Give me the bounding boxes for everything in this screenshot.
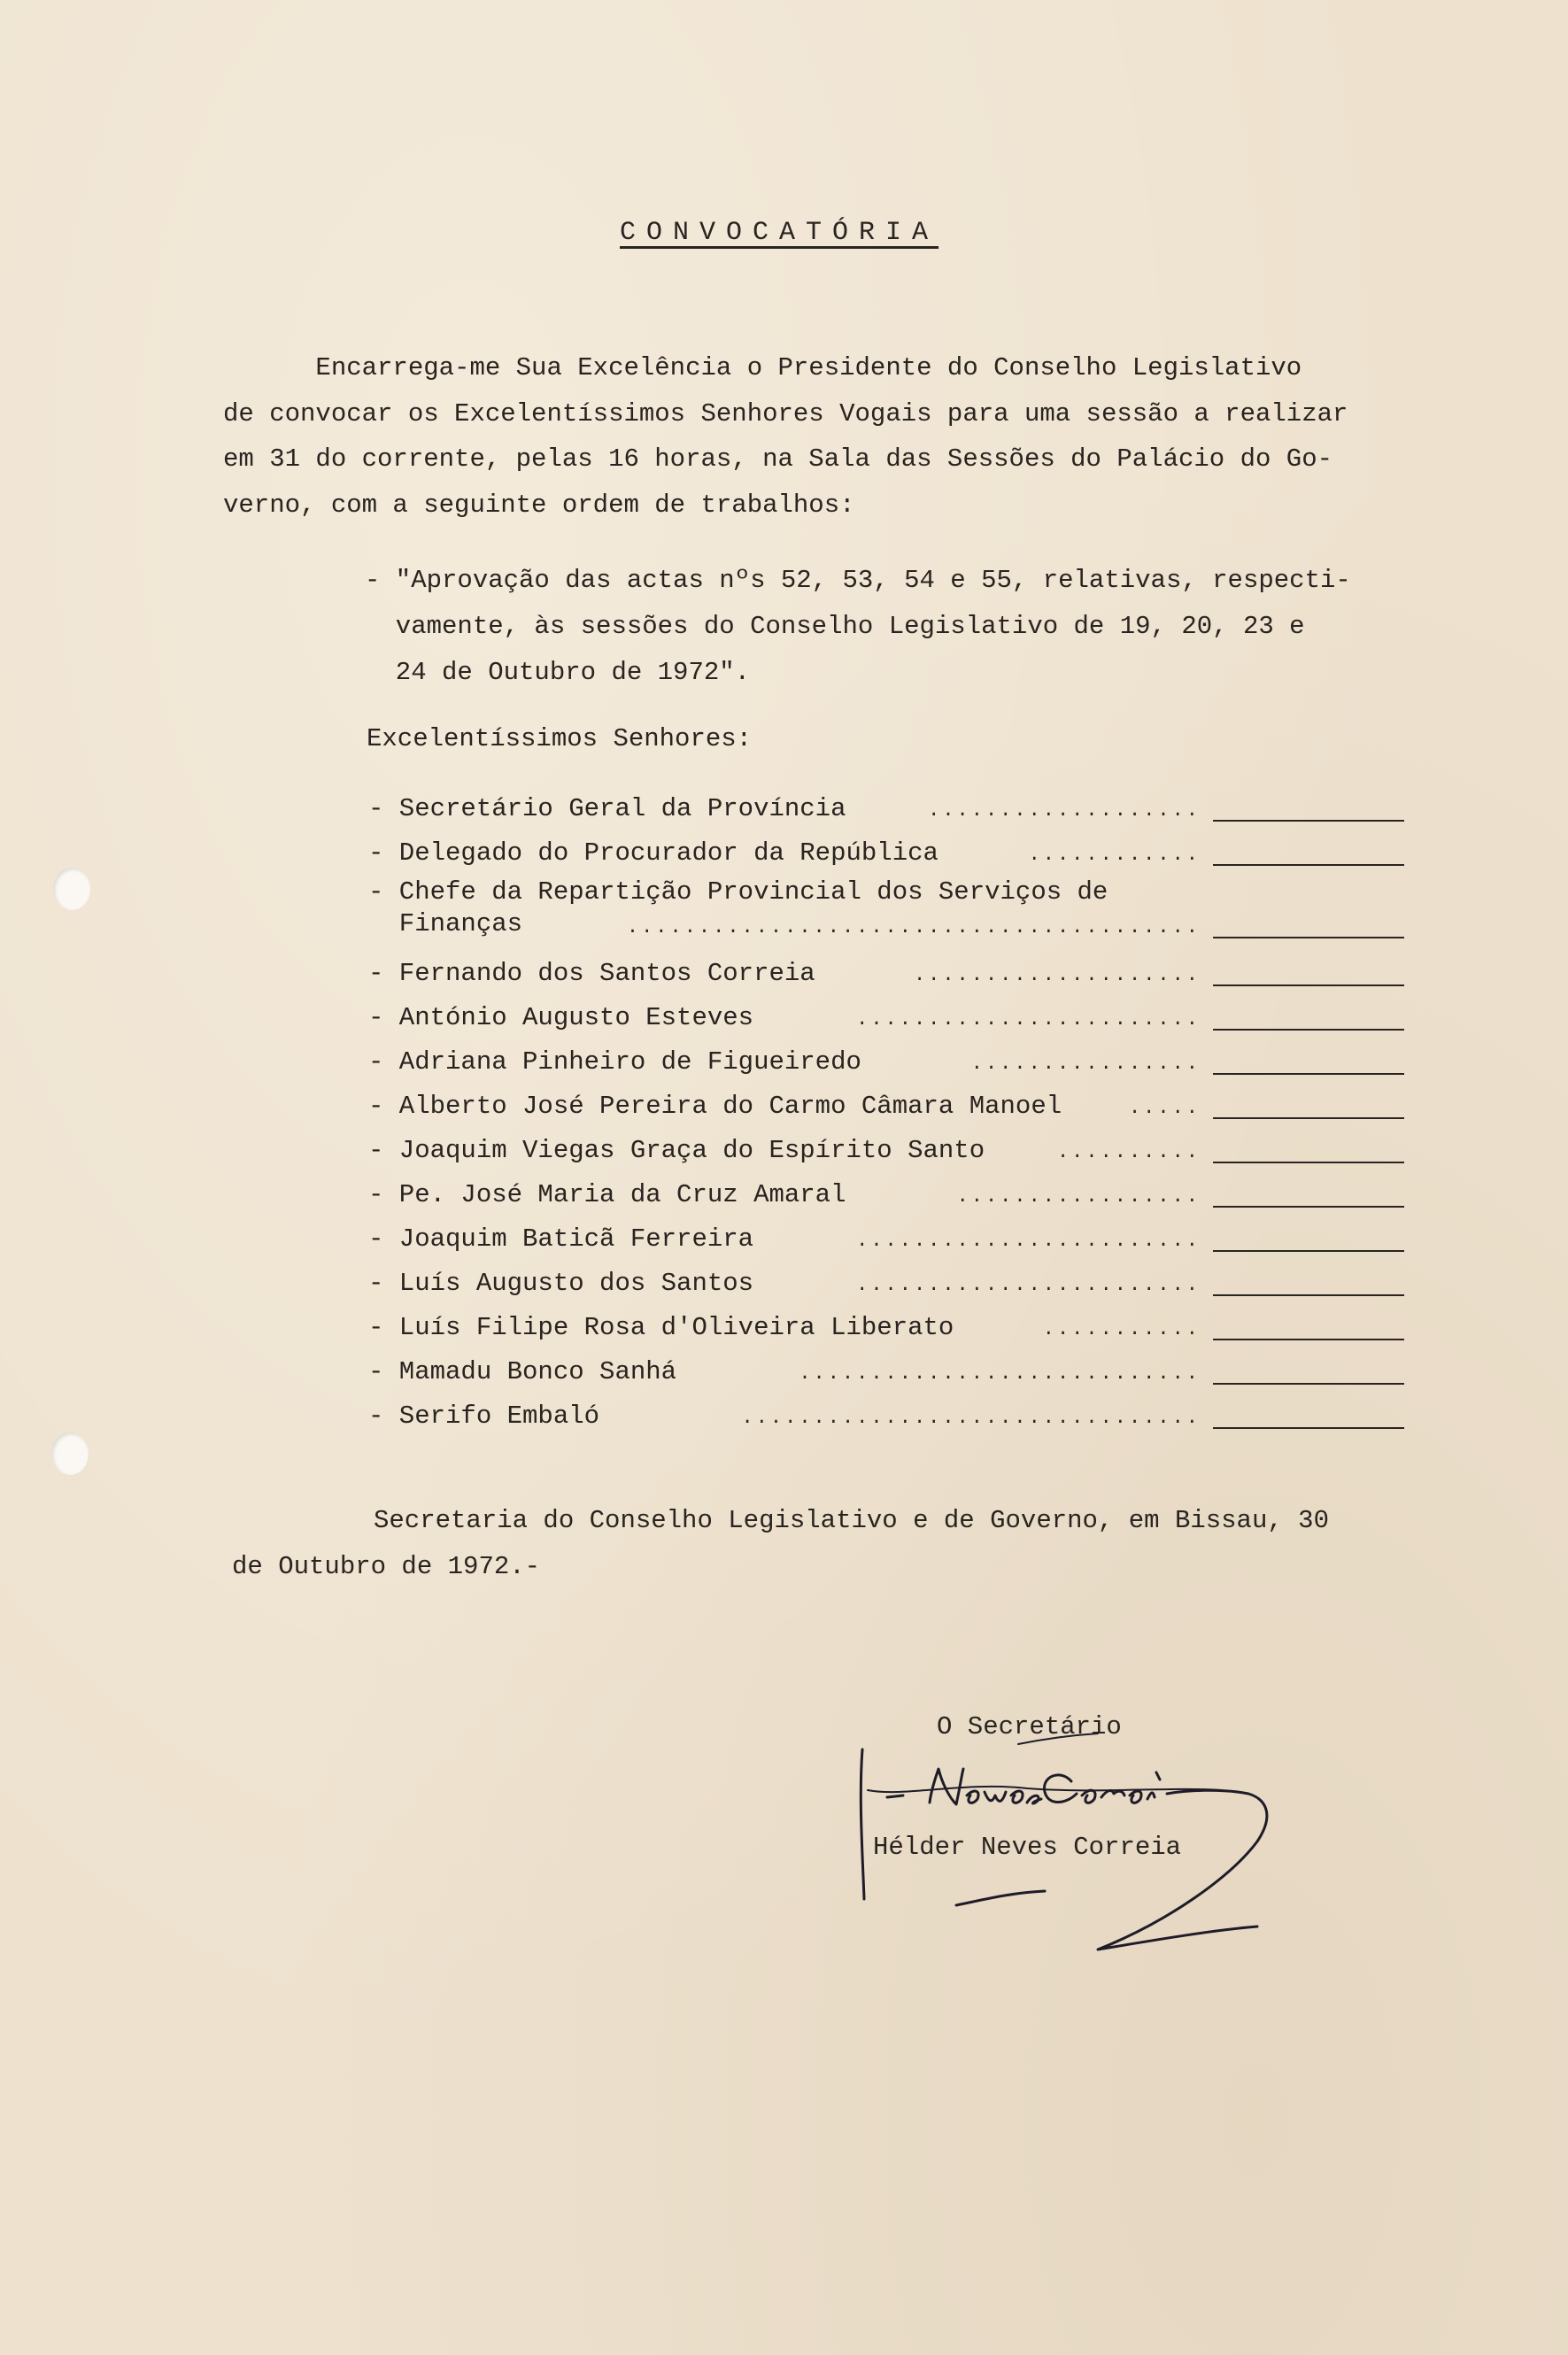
closing-paragraph xyxy=(232,1498,1329,1590)
signature-line xyxy=(1213,864,1404,866)
attendee-row xyxy=(368,1036,1404,1080)
attendee-row xyxy=(368,1301,1404,1346)
attendee-name: - Secretário Geral da Província xyxy=(368,794,846,823)
leader-dots: .................... xyxy=(913,964,1201,986)
document-title: CONVOCATÓRIA xyxy=(620,218,939,248)
intro-line: de convocar os Excelentíssimos Senhores Vogais para uma sessão a realizar xyxy=(223,398,1348,429)
agenda-line: vamente, às sessões do Conselho Legislativo de 19, 20, 23 e xyxy=(365,612,1305,641)
attendee-row xyxy=(368,1390,1404,1434)
attendee-name: - Joaquim Viegas Graça do Espírito Santo xyxy=(368,1136,985,1165)
attendee-name: - Luís Augusto dos Santos xyxy=(368,1269,754,1298)
signature-line xyxy=(1213,1162,1404,1163)
attendee-row xyxy=(368,1169,1404,1213)
leader-dots: ............ xyxy=(1028,844,1201,866)
signature-line xyxy=(1213,1206,1404,1208)
attendee-row xyxy=(368,1257,1404,1301)
attendee-name: - Chefe da Repartição Provincial dos Serviços de Finanças xyxy=(368,877,1108,938)
attendee-row xyxy=(368,1346,1404,1390)
attendee-name: - Joaquim Baticã Ferreira xyxy=(368,1224,754,1254)
attendee-name: - Mamadu Bonco Sanhá xyxy=(368,1357,677,1386)
signature-line xyxy=(1213,937,1404,938)
signature-line xyxy=(1213,820,1404,822)
attendee-name: - Delegado do Procurador da República xyxy=(368,838,938,868)
leader-dots: .......... xyxy=(1056,1141,1201,1163)
leader-dots: ............................ xyxy=(799,1363,1201,1385)
leader-dots: ........................ xyxy=(856,1230,1201,1252)
secretary-title: O Secretário xyxy=(937,1712,1122,1741)
signature-line xyxy=(1213,1427,1404,1429)
agenda-item xyxy=(365,558,1351,696)
intro-line: em 31 do corrente, pelas 16 horas, na Sala das Sessões do Palácio do Go- xyxy=(223,444,1333,474)
signature-line xyxy=(1213,1294,1404,1296)
attendee-row xyxy=(368,868,1404,944)
intro-line: Encarrega-me Sua Excelência o Presidente do Conselho Legislativo xyxy=(223,353,1302,382)
leader-dots: ........... xyxy=(1042,1318,1201,1340)
signature-line xyxy=(1213,1383,1404,1385)
attendee-row xyxy=(368,1124,1404,1169)
signature-line xyxy=(1213,1029,1404,1031)
attendee-row xyxy=(368,827,1404,871)
signature-line xyxy=(1213,1117,1404,1119)
secretary-name: Hélder Neves Correia xyxy=(873,1833,1182,1862)
attendee-row xyxy=(368,1080,1404,1124)
leader-dots: ................. xyxy=(956,1185,1201,1208)
signature-line xyxy=(1213,1250,1404,1252)
attendee-name: - Serifo Embaló xyxy=(368,1401,600,1431)
signature-line xyxy=(1213,984,1404,986)
leader-dots: ........................ xyxy=(856,1008,1201,1031)
leader-dots: ................... xyxy=(928,799,1201,822)
closing-line: Secretaria do Conselho Legislativo e de Governo, em Bissau, 30 xyxy=(374,1506,1329,1535)
closing-line: de Outubro de 1972.- xyxy=(232,1552,541,1581)
attendee-name: - Adriana Pinheiro de Figueiredo xyxy=(368,1047,861,1077)
attendee-name: - Luís Filipe Rosa d'Oliveira Liberato xyxy=(368,1313,954,1342)
attendee-row xyxy=(368,947,1404,992)
attendee-row xyxy=(368,1213,1404,1257)
leader-dots: ..... xyxy=(1128,1097,1201,1119)
attendee-row xyxy=(368,783,1404,827)
agenda-line: 24 de Outubro de 1972". xyxy=(365,658,751,687)
leader-dots: ................ xyxy=(970,1053,1201,1075)
signature-line xyxy=(1213,1073,1404,1075)
attendee-row xyxy=(368,992,1404,1036)
attendee-name: - Alberto José Pereira do Carmo Câmara Manoel xyxy=(368,1092,1062,1121)
attendee-name: - Pe. José Maria da Cruz Amaral xyxy=(368,1180,846,1209)
leader-dots: ................................ xyxy=(741,1407,1201,1429)
signature-line xyxy=(1213,1339,1404,1340)
intro-paragraph xyxy=(223,345,1410,528)
attendees-heading: Excelentíssimos Senhores: xyxy=(367,724,753,753)
leader-dots: ........................ xyxy=(856,1274,1201,1296)
agenda-line: - "Aprovação das actas nºs 52, 53, 54 e 55, relativas, respecti- xyxy=(365,566,1351,595)
punch-hole xyxy=(53,868,90,910)
attendee-name: - Fernando dos Santos Correia xyxy=(368,959,815,988)
punch-hole xyxy=(51,1432,89,1475)
attendee-name: - António Augusto Esteves xyxy=(368,1003,754,1032)
intro-line: verno, com a seguinte ordem de trabalhos: xyxy=(223,490,855,520)
leader-dots: ........................................ xyxy=(626,916,1201,938)
